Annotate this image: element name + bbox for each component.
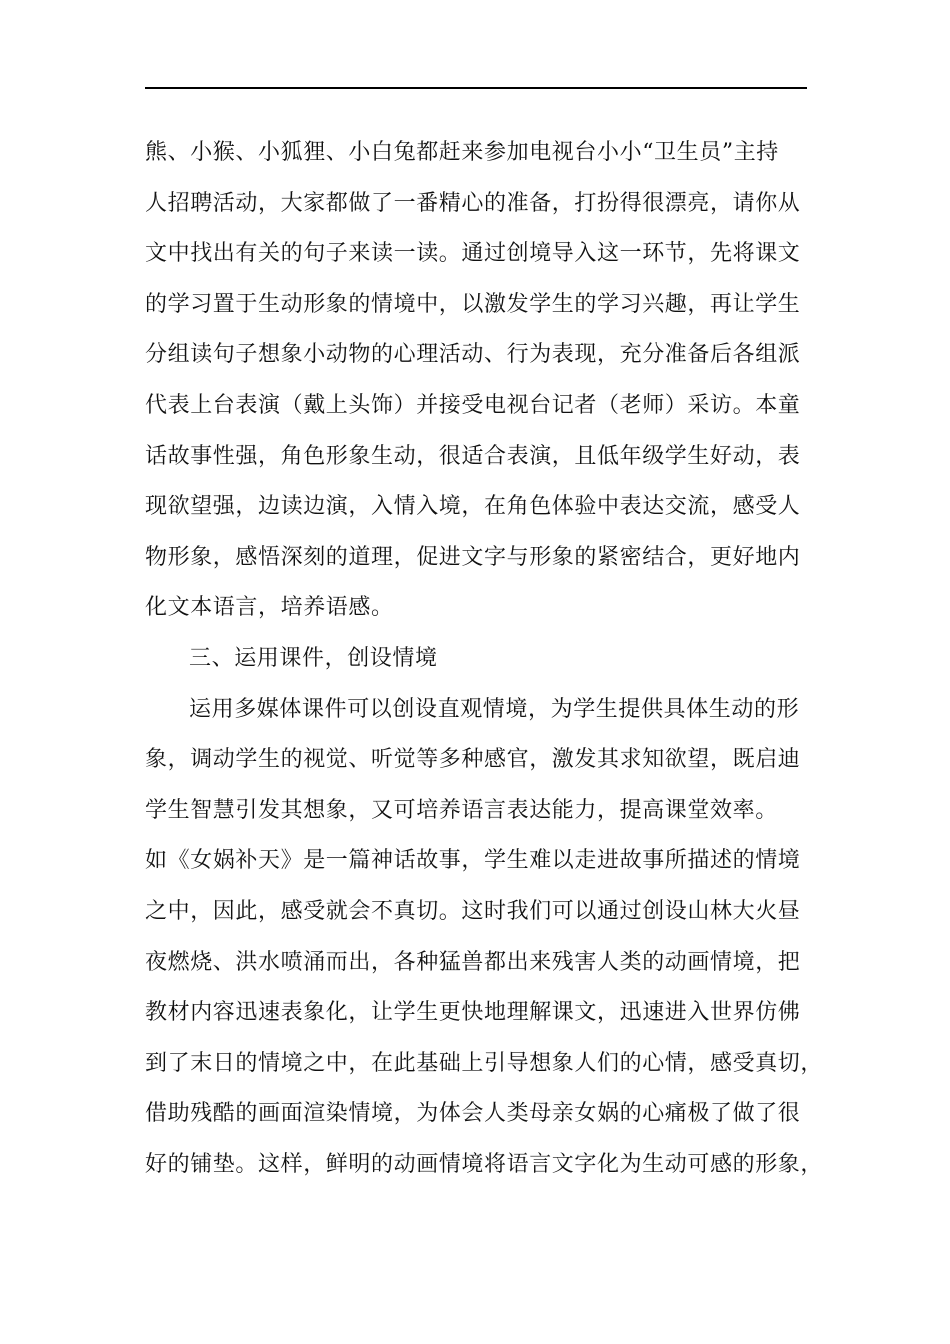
text-line: 文中找出有关的句子来读一读。通过创境导入这一环节，先将课文 bbox=[145, 241, 801, 267]
body-text bbox=[145, 128, 824, 1190]
text-line: 话故事性强，角色形象生动，很适合表演，且低年级学生好动，表 bbox=[145, 443, 801, 469]
text-line: 之中，因此，感受就会不真切。这时我们可以通过创设山林大火昼 bbox=[145, 898, 801, 924]
text-line: 到了末日的情境之中，在此基础上引导想象人们的心情，感受真切， bbox=[145, 1050, 824, 1076]
text-line: 人招聘活动，大家都做了一番精心的准备，打扮得很漂亮，请你从 bbox=[145, 190, 801, 216]
text-line: 好的铺垫。这样，鲜明的动画情境将语言文字化为生动可感的形象， bbox=[145, 1151, 824, 1177]
text-line: 象，调动学生的视觉、听觉等多种感官，激发其求知欲望，既启迪 bbox=[145, 747, 801, 773]
text-line: 借助残酷的画面渲染情境，为体会人类母亲女娲的心痛极了做了很 bbox=[145, 1101, 801, 1127]
text-line: 教材内容迅速表象化，让学生更快地理解课文，迅速进入世界仿佛 bbox=[145, 1000, 801, 1026]
text-line: 代表上台表演（戴上头饰）并接受电视台记者（老师）采访。本童 bbox=[145, 392, 801, 418]
text-line: 熊、小猴、小狐狸、小白兔都赶来参加电视台小小“卫生员”主持 bbox=[145, 140, 779, 165]
text-line: 学生智慧引发其想象，又可培养语言表达能力，提高课堂效率。 bbox=[145, 797, 778, 823]
text-line: 的学习置于生动形象的情境中，以激发学生的学习兴趣，再让学生 bbox=[145, 291, 801, 317]
text-line: 化文本语言，培养语感。 bbox=[145, 595, 394, 621]
text-line: 夜燃烧、洪水喷涌而出，各种猛兽都出来残害人类的动画情境，把 bbox=[145, 949, 801, 975]
text-line: 如《女娲补天》是一篇神话故事，学生难以走进故事所描述的情境 bbox=[145, 848, 801, 874]
text-line: 三、运用课件，创设情境 bbox=[189, 645, 438, 671]
text-line: 现欲望强，边读边演，入情入境，在角色体验中表达交流，感受人 bbox=[145, 494, 801, 520]
text-line: 物形象，感悟深刻的道理，促进文字与形象的紧密结合，更好地内 bbox=[145, 544, 801, 570]
header-rule bbox=[145, 87, 807, 89]
text-line: 分组读句子想象小动物的心理活动、行为表现，充分准备后各组派 bbox=[145, 342, 801, 368]
text-line: 运用多媒体课件可以创设直观情境，为学生提供具体生动的形 bbox=[189, 696, 800, 722]
